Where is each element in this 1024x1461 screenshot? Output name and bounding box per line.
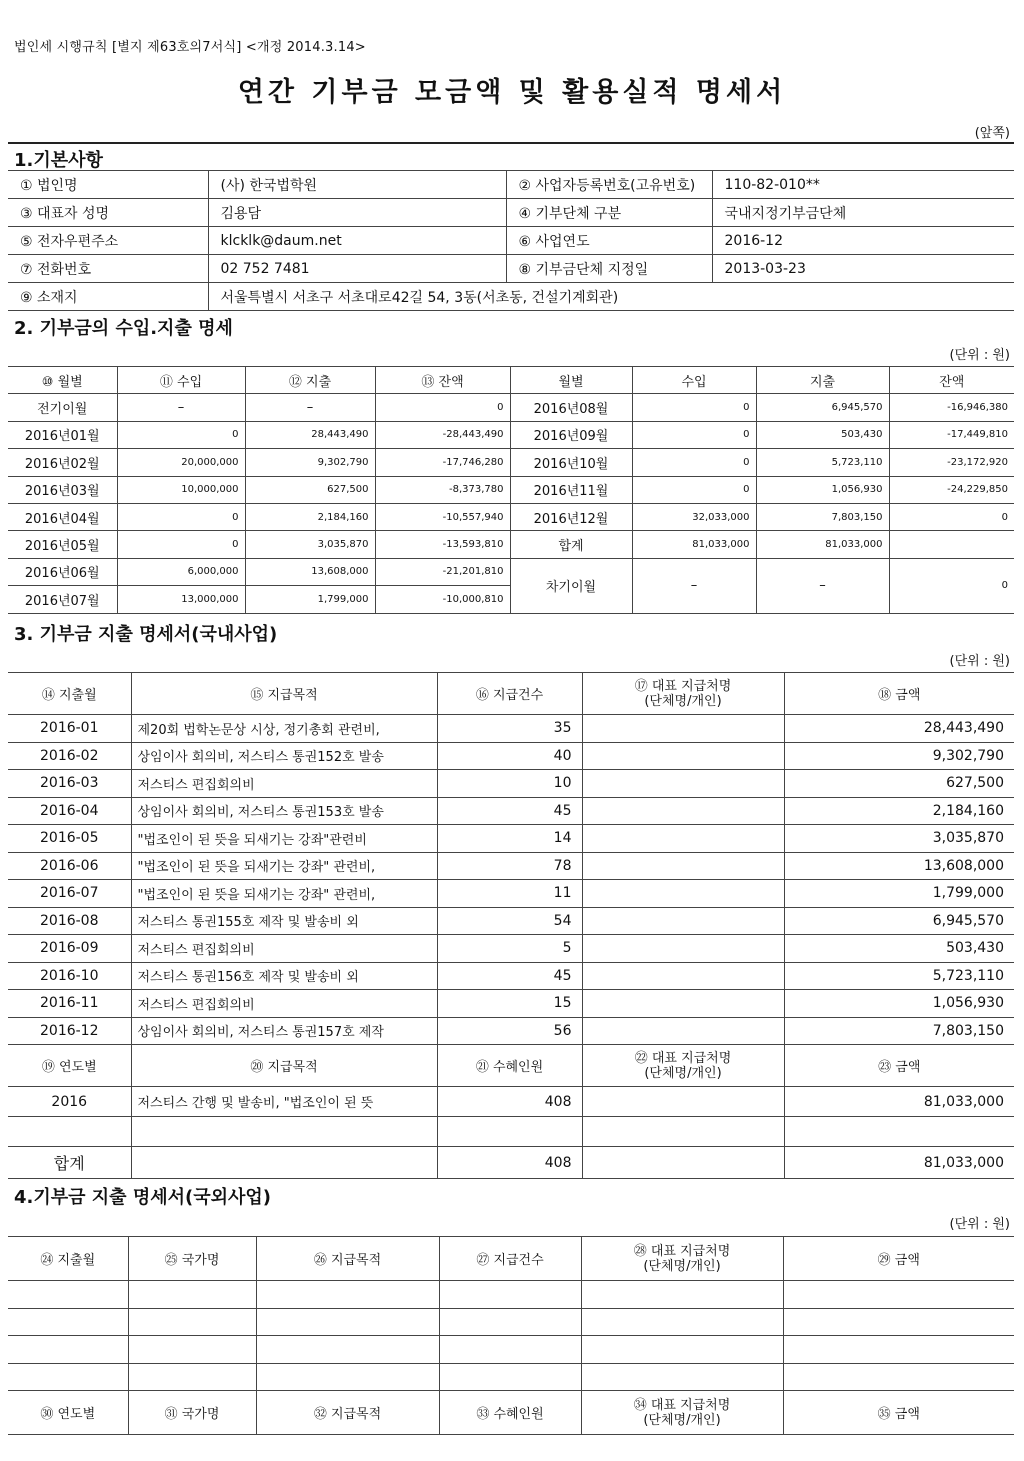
- cell: -21,201,810: [375, 558, 510, 585]
- col-header: ⑩ 월별: [8, 367, 117, 394]
- cell: [582, 825, 784, 853]
- cell: -23,172,920: [889, 449, 1014, 476]
- cell: 7,803,150: [784, 1017, 1014, 1045]
- cell: 상임이사 회의비, 저스티스 통권152호 발송: [131, 742, 437, 770]
- cell: 10,000,000: [117, 476, 245, 503]
- empty-row: [8, 1281, 1014, 1309]
- cell: [8, 1363, 128, 1391]
- cell: [582, 935, 784, 963]
- col-header-line: ㉒ 대표 지급처명: [634, 1050, 732, 1066]
- cell: 2016년06월: [8, 558, 117, 585]
- col-header-line: (단체명/개인): [644, 1065, 722, 1081]
- cell: 28,443,490: [784, 715, 1014, 743]
- cell: 81,033,000: [756, 531, 889, 558]
- col-header: [582, 1045, 784, 1087]
- section4-unit: (단위 : 원): [949, 1217, 1010, 1232]
- cell: 저스티스 편집회의비: [131, 935, 437, 963]
- cell: [582, 880, 784, 908]
- basic-info-table: [8, 170, 1014, 311]
- cell: 7,803,150: [756, 503, 889, 530]
- cell: ⑨ 소재지: [8, 283, 208, 311]
- cell: ⑧ 기부금단체 지정일: [506, 255, 712, 283]
- cell: 2,184,160: [245, 503, 375, 530]
- cell: –: [632, 558, 756, 613]
- info-row: [8, 227, 1014, 255]
- cell: 9,302,790: [245, 449, 375, 476]
- col-header: ㉓ 금액: [784, 1045, 1014, 1087]
- cell: 35: [437, 715, 582, 743]
- month-row: [8, 394, 1014, 421]
- cell: [8, 1117, 131, 1147]
- cell: [582, 907, 784, 935]
- cell: [256, 1363, 439, 1391]
- cell: ⑦ 전화번호: [8, 255, 208, 283]
- col-header: ⑳ 지급목적: [131, 1045, 437, 1087]
- section3-unit: (단위 : 원): [949, 654, 1010, 669]
- col-header: ㉖ 지급목적: [256, 1237, 439, 1281]
- empty-row: [8, 1117, 1014, 1147]
- cell: 3,035,870: [245, 531, 375, 558]
- month-row: [8, 449, 1014, 476]
- cell: 0: [889, 503, 1014, 530]
- cell: -13,593,810: [375, 531, 510, 558]
- cell: 503,430: [784, 935, 1014, 963]
- cell: 2016년05월: [8, 531, 117, 558]
- cell: -16,946,380: [889, 394, 1014, 421]
- page-side-label: (앞쪽): [974, 126, 1010, 141]
- col-header: ⑭ 지출월: [8, 673, 131, 715]
- cell: 전기이월: [8, 394, 117, 421]
- cell: 합계: [8, 1147, 131, 1179]
- month-row: [8, 421, 1014, 448]
- col-header: ⑫ 지출: [245, 367, 375, 394]
- cell: 0: [889, 558, 1014, 613]
- year-row: [8, 1087, 1014, 1117]
- cell: [582, 962, 784, 990]
- empty-row: [8, 1336, 1014, 1364]
- cell: [582, 1147, 784, 1179]
- cell: 2016-07: [8, 880, 131, 908]
- cell: klcklk@daum.net: [208, 227, 506, 255]
- cell: 2016-04: [8, 797, 131, 825]
- cell: 54: [437, 907, 582, 935]
- info-row: [8, 171, 1014, 199]
- cell: ④ 기부단체 구분: [506, 199, 712, 227]
- col-header: [582, 673, 784, 715]
- expense-row: [8, 742, 1014, 770]
- cell: 110-82-010**: [712, 171, 1014, 199]
- col-header: ⑪ 수입: [117, 367, 245, 394]
- expense-row: [8, 880, 1014, 908]
- cell: [439, 1363, 581, 1391]
- cell: 78: [437, 852, 582, 880]
- cell: 0: [632, 421, 756, 448]
- cell: 408: [437, 1087, 582, 1117]
- cell: [128, 1281, 256, 1309]
- cell: 2016년11월: [510, 476, 632, 503]
- col-header: ㉕ 국가명: [128, 1237, 256, 1281]
- col-header: ⑱ 금액: [784, 673, 1014, 715]
- col-header: ⑬ 잔액: [375, 367, 510, 394]
- cell: –: [245, 394, 375, 421]
- cell: 2016년02월: [8, 449, 117, 476]
- cell: 11: [437, 880, 582, 908]
- col-header-line: ㉞ 대표 지급처명: [633, 1397, 731, 1413]
- cell: 국내지정기부금단체: [712, 199, 1014, 227]
- col-header: [581, 1237, 783, 1281]
- cell: 2016-05: [8, 825, 131, 853]
- cell: 9,302,790: [784, 742, 1014, 770]
- header-row: [8, 1237, 1014, 1281]
- cell: -28,443,490: [375, 421, 510, 448]
- cell: 0: [117, 531, 245, 558]
- section3-title: 3. 기부금 지출 명세서(국내사업): [14, 624, 278, 645]
- cell: 2016-08: [8, 907, 131, 935]
- cell: 81,033,000: [784, 1147, 1014, 1179]
- cell: ① 법인명: [8, 171, 208, 199]
- cell: [128, 1308, 256, 1336]
- cell: 2016년03월: [8, 476, 117, 503]
- cell: 5,723,110: [756, 449, 889, 476]
- cell: 0: [632, 476, 756, 503]
- cell: 40: [437, 742, 582, 770]
- cell: "법조인이 된 뜻을 되새기는 강좌" 관련비,: [131, 852, 437, 880]
- cell: ⑤ 전자우편주소: [8, 227, 208, 255]
- cell: [131, 1117, 437, 1147]
- cell: 6,000,000: [117, 558, 245, 585]
- cell: ② 사업자등록번호(고유번호): [506, 171, 712, 199]
- col-header: ㉜ 지급목적: [256, 1391, 439, 1435]
- expense-row: [8, 715, 1014, 743]
- cell: [256, 1308, 439, 1336]
- col-header: 수입: [632, 367, 756, 394]
- expense-row: [8, 962, 1014, 990]
- income-expense-table: [8, 366, 1014, 614]
- cell: 5: [437, 935, 582, 963]
- cell: 627,500: [784, 770, 1014, 798]
- cell: [783, 1308, 1014, 1336]
- expense-row: [8, 990, 1014, 1018]
- info-row: [8, 199, 1014, 227]
- cell: 6,945,570: [784, 907, 1014, 935]
- cell: [582, 990, 784, 1018]
- cell: 15: [437, 990, 582, 1018]
- cell: [128, 1336, 256, 1364]
- cell: 14: [437, 825, 582, 853]
- cell: [581, 1363, 783, 1391]
- col-header-line: (단체명/개인): [644, 693, 722, 709]
- cell: [8, 1281, 128, 1309]
- cell: 1,056,930: [784, 990, 1014, 1018]
- col-header: ⑲ 연도별: [8, 1045, 131, 1087]
- cell: -24,229,850: [889, 476, 1014, 503]
- section1-title: 1.기본사항: [14, 150, 103, 171]
- cell: 45: [437, 962, 582, 990]
- cell: 627,500: [245, 476, 375, 503]
- expense-row: [8, 825, 1014, 853]
- cell: 2016년09월: [510, 421, 632, 448]
- col-header: ㉚ 연도별: [8, 1391, 128, 1435]
- cell: 2016년12월: [510, 503, 632, 530]
- info-row: [8, 255, 1014, 283]
- cell: 2016년08월: [510, 394, 632, 421]
- cell: 408: [437, 1147, 582, 1179]
- cell: [582, 1087, 784, 1117]
- expense-row: [8, 907, 1014, 935]
- cell: 13,608,000: [245, 558, 375, 585]
- col-header: ㉝ 수혜인원: [439, 1391, 581, 1435]
- cell: 저스티스 통권156호 제작 및 발송비 외: [131, 962, 437, 990]
- cell: [256, 1336, 439, 1364]
- cell: 제20회 법학논문상 시상, 정기총회 관련비,: [131, 715, 437, 743]
- col-header: ㉟ 금액: [783, 1391, 1014, 1435]
- col-header: ㉛ 국가명: [128, 1391, 256, 1435]
- cell: [582, 797, 784, 825]
- cell: 0: [375, 394, 510, 421]
- cell: 김용담: [208, 199, 506, 227]
- expense-row: [8, 852, 1014, 880]
- overseas-expense-table: [8, 1236, 1014, 1435]
- cell: –: [117, 394, 245, 421]
- month-row: [8, 503, 1014, 530]
- cell: 1,799,000: [784, 880, 1014, 908]
- cell: 13,608,000: [784, 852, 1014, 880]
- col-header: 잔액: [889, 367, 1014, 394]
- cell: 2016년10월: [510, 449, 632, 476]
- col-header: ㉙ 금액: [783, 1237, 1014, 1281]
- cell: [582, 742, 784, 770]
- cell: 13,000,000: [117, 586, 245, 613]
- expense-row: [8, 797, 1014, 825]
- cell: 0: [632, 449, 756, 476]
- cell: 81,033,000: [632, 531, 756, 558]
- cell: 10: [437, 770, 582, 798]
- cell: [8, 1308, 128, 1336]
- cell: [581, 1308, 783, 1336]
- cell: ⑥ 사업연도: [506, 227, 712, 255]
- header-row: [8, 367, 1014, 394]
- cell: 1,056,930: [756, 476, 889, 503]
- document-title: 연간 기부금 모금액 및 활용실적 명세서: [237, 77, 787, 108]
- cell: [439, 1281, 581, 1309]
- empty-row: [8, 1308, 1014, 1336]
- header-row: [8, 1045, 1014, 1087]
- cell: 20,000,000: [117, 449, 245, 476]
- col-header-line: ⑰ 대표 지급처명: [634, 678, 732, 694]
- expense-row: [8, 1017, 1014, 1045]
- section1-top-rule: [8, 142, 1014, 144]
- cell: [582, 1117, 784, 1147]
- cell: 503,430: [756, 421, 889, 448]
- month-row: [8, 558, 1014, 585]
- cell: [131, 1147, 437, 1179]
- law-reference: 법인세 시행규칙 [별지 제63호의7서식] <개정 2014.3.14>: [14, 40, 366, 55]
- cell: 상임이사 회의비, 저스티스 통권153호 발송: [131, 797, 437, 825]
- cell: 1,799,000: [245, 586, 375, 613]
- cell: 저스티스 편집회의비: [131, 990, 437, 1018]
- cell: [582, 1017, 784, 1045]
- cell: -10,000,810: [375, 586, 510, 613]
- col-header-line: (단체명/개인): [643, 1412, 721, 1428]
- cell: 0: [632, 394, 756, 421]
- cell: [439, 1336, 581, 1364]
- cell: 2016-01: [8, 715, 131, 743]
- col-header: ⑯ 지급건수: [437, 673, 582, 715]
- col-header: ⑮ 지급목적: [131, 673, 437, 715]
- cell: 6,945,570: [756, 394, 889, 421]
- col-header: [581, 1391, 783, 1435]
- col-header: ㉑ 수혜인원: [437, 1045, 582, 1087]
- cell: 저스티스 통권155호 제작 및 발송비 외: [131, 907, 437, 935]
- domestic-expense-table: [8, 672, 1014, 1179]
- cell: 합계: [510, 531, 632, 558]
- cell: 서울특별시 서초구 서초대로42길 54, 3동(서초동, 건설기계회관): [208, 283, 1014, 311]
- cell: 3,035,870: [784, 825, 1014, 853]
- cell: (사) 한국법학원: [208, 171, 506, 199]
- cell: -10,557,940: [375, 503, 510, 530]
- cell: 28,443,490: [245, 421, 375, 448]
- expense-row: [8, 935, 1014, 963]
- col-header: 지출: [756, 367, 889, 394]
- cell: -8,373,780: [375, 476, 510, 503]
- cell: 2013-03-23: [712, 255, 1014, 283]
- address-row: [8, 283, 1014, 311]
- cell: [128, 1363, 256, 1391]
- cell: 5,723,110: [784, 962, 1014, 990]
- col-header-line: (단체명/개인): [643, 1258, 721, 1274]
- section4-title: 4.기부금 지출 명세서(국외사업): [14, 1187, 272, 1208]
- cell: 2016-10: [8, 962, 131, 990]
- cell: 81,033,000: [784, 1087, 1014, 1117]
- cell: 2016-12: [8, 1017, 131, 1045]
- header-row: [8, 673, 1014, 715]
- cell: [581, 1281, 783, 1309]
- cell: [783, 1281, 1014, 1309]
- cell: 32,033,000: [632, 503, 756, 530]
- cell: ③ 대표자 성명: [8, 199, 208, 227]
- col-header: ㉗ 지급건수: [439, 1237, 581, 1281]
- cell: [8, 1336, 128, 1364]
- cell: [582, 852, 784, 880]
- month-row: [8, 531, 1014, 558]
- cell: "법조인이 된 뜻을 되새기는 강좌"관련비: [131, 825, 437, 853]
- cell: 0: [117, 421, 245, 448]
- cell: [889, 531, 1014, 558]
- cell: [582, 770, 784, 798]
- cell: [784, 1117, 1014, 1147]
- cell: –: [756, 558, 889, 613]
- cell: 차기이월: [510, 558, 632, 613]
- cell: [437, 1117, 582, 1147]
- cell: -17,746,280: [375, 449, 510, 476]
- section2-title: 2. 기부금의 수입.지출 명세: [14, 318, 233, 339]
- cell: 02 752 7481: [208, 255, 506, 283]
- cell: [783, 1363, 1014, 1391]
- cell: 2016-09: [8, 935, 131, 963]
- cell: 저스티스 간행 및 발송비, "법조인이 된 뜻: [131, 1087, 437, 1117]
- cell: 2016: [8, 1087, 131, 1117]
- total-row: [8, 1147, 1014, 1179]
- month-row: [8, 476, 1014, 503]
- cell: [582, 715, 784, 743]
- cell: 2016-12: [712, 227, 1014, 255]
- col-header: ㉔ 지출월: [8, 1237, 128, 1281]
- cell: [783, 1336, 1014, 1364]
- cell: [439, 1308, 581, 1336]
- cell: 2016-11: [8, 990, 131, 1018]
- expense-row: [8, 770, 1014, 798]
- cell: 45: [437, 797, 582, 825]
- col-header: 월별: [510, 367, 632, 394]
- col-header-line: ㉘ 대표 지급처명: [633, 1243, 731, 1259]
- cell: 2016-03: [8, 770, 131, 798]
- cell: 2016-02: [8, 742, 131, 770]
- cell: 0: [117, 503, 245, 530]
- header-row: [8, 1391, 1014, 1435]
- cell: 2016년07월: [8, 586, 117, 613]
- cell: 2016-06: [8, 852, 131, 880]
- cell: 상임이사 회의비, 저스티스 통권157호 제작: [131, 1017, 437, 1045]
- cell: 56: [437, 1017, 582, 1045]
- cell: 2016년04월: [8, 503, 117, 530]
- empty-row: [8, 1363, 1014, 1391]
- cell: 2,184,160: [784, 797, 1014, 825]
- section2-unit: (단위 : 원): [949, 348, 1010, 363]
- cell: -17,449,810: [889, 421, 1014, 448]
- cell: [581, 1336, 783, 1364]
- cell: 2016년01월: [8, 421, 117, 448]
- cell: 저스티스 편집회의비: [131, 770, 437, 798]
- cell: "법조인이 된 뜻을 되새기는 강좌" 관련비,: [131, 880, 437, 908]
- cell: [256, 1281, 439, 1309]
